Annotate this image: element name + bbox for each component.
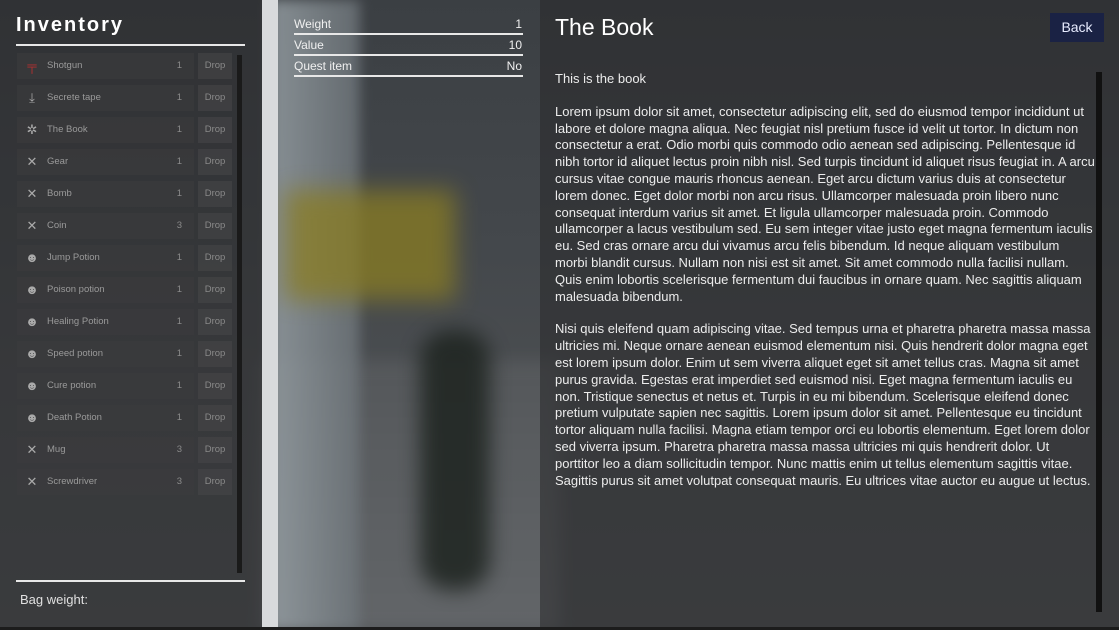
item-quantity: 1 <box>176 284 182 295</box>
inventory-item[interactable] <box>16 373 236 399</box>
inventory-item[interactable] <box>16 341 236 367</box>
drop-button[interactable]: Drop <box>198 437 232 463</box>
item-quantity: 1 <box>176 92 182 103</box>
close-icon: ✕ <box>26 442 38 457</box>
inventory-item[interactable] <box>16 85 236 111</box>
inventory-item[interactable] <box>16 469 236 495</box>
inventory-item[interactable] <box>16 213 236 239</box>
close-icon: ✕ <box>26 474 38 489</box>
item-name: Shotgun <box>47 60 83 71</box>
item-quantity: 1 <box>176 156 182 167</box>
potion-icon: ☻ <box>25 410 39 425</box>
drop-button[interactable]: Drop <box>198 309 232 335</box>
stat-row <box>294 35 523 56</box>
item-name: Gear <box>47 156 69 167</box>
inventory-item[interactable] <box>16 149 236 175</box>
item-name: Death Potion <box>47 412 102 423</box>
description-scrollbar[interactable] <box>1096 72 1102 612</box>
item-quantity: 1 <box>176 188 182 199</box>
inventory-item[interactable] <box>16 181 236 207</box>
inventory-item[interactable] <box>16 245 236 271</box>
stat-row <box>294 56 523 77</box>
drop-button[interactable]: Drop <box>198 341 232 367</box>
inventory-item[interactable] <box>16 309 236 335</box>
drop-button[interactable]: Drop <box>198 469 232 495</box>
sparkle-icon: ✲ <box>26 122 38 137</box>
item-quantity: 3 <box>176 220 182 231</box>
scene-wall <box>270 0 360 630</box>
shotgun-icon: ╤ <box>27 58 37 73</box>
drop-button[interactable]: Drop <box>198 277 232 303</box>
inventory-item[interactable] <box>16 53 236 79</box>
item-name: Coin <box>47 220 67 231</box>
inventory-title-divider <box>16 44 245 46</box>
item-name: Screwdriver <box>47 476 98 487</box>
item-name: Cure potion <box>47 380 97 391</box>
item-name: Secrete tape <box>47 92 101 103</box>
inventory-title: Inventory <box>16 14 125 36</box>
item-quantity: 1 <box>176 316 182 327</box>
download-icon: ⤓ <box>29 90 35 105</box>
description-paragraph: Nisi quis eleifend quam adipiscing vitae. Sed tempus urna et pharetra pharetra massa massa ultricies mi. Neque ornare aenean euismod elementum nisi. Quis hendrerit dolor magna eget est lorem ipsum dolor. Enim ut sem viverra aliquet eget sit amet tellus cras. Magna sit amet purus gravida. Egestas erat imperdiet sed euismod nisi. Eget magna fermentum iaculis eu non. Tristique senectus et netus et. Turpis in eu mi bibendum. Scelerisque eleifend donec pretium vulputate sapien nec sagittis. Lorem ipsum dolor sit amet. Pellentesque eu tincidunt tortor aliquam nulla facilisi. Magna etiam tempor orci eu lobortis elementum. Eget lorem dolor sed viverra ipsum. Pharetra pharetra massa massa ultricies mi quis hendrerit dolor. Ut porttitor leo a diam sollicitudin tempor. Nunc mattis enim ut tellus elementum sagittis vitae. Sagittis purus sit amet volutpat consequat mauris. Eu ultrices vitae auctor eu augue ut lectus. <box>555 321 1091 488</box>
drop-button[interactable]: Drop <box>198 149 232 175</box>
item-name: Bomb <box>47 188 72 199</box>
item-title: The Book <box>555 14 654 40</box>
stat-value: 10 <box>508 38 522 52</box>
item-name: The Book <box>47 124 88 135</box>
item-quantity: 3 <box>176 444 182 455</box>
scene-light-strip <box>262 0 278 630</box>
stat-label: Weight <box>294 17 332 31</box>
item-quantity: 1 <box>176 124 182 135</box>
item-quantity: 1 <box>176 348 182 359</box>
item-name: Mug <box>47 444 66 455</box>
item-quantity: 1 <box>176 380 182 391</box>
stat-value: No <box>506 59 522 73</box>
drop-button[interactable]: Drop <box>198 181 232 207</box>
scene-yellow-object <box>285 190 455 300</box>
back-button[interactable]: Back <box>1050 13 1104 42</box>
stat-row <box>294 14 523 35</box>
bag-weight-divider <box>16 580 245 582</box>
inventory-item[interactable] <box>16 437 236 463</box>
potion-icon: ☻ <box>25 314 39 329</box>
item-quantity: 1 <box>176 252 182 263</box>
inventory-item[interactable] <box>16 117 236 143</box>
item-name: Jump Potion <box>47 252 100 263</box>
drop-button[interactable]: Drop <box>198 373 232 399</box>
stat-label: Value <box>294 38 324 52</box>
inventory-item[interactable] <box>16 405 236 431</box>
description-paragraph: This is the book <box>555 71 647 86</box>
drop-button[interactable]: Drop <box>198 213 232 239</box>
inventory-panel <box>0 0 262 630</box>
drop-button[interactable]: Drop <box>198 405 232 431</box>
drop-button[interactable]: Drop <box>198 53 232 79</box>
drop-button[interactable]: Drop <box>198 85 232 111</box>
stat-label: Quest item <box>294 59 353 73</box>
item-name: Speed potion <box>47 348 103 359</box>
inventory-item[interactable] <box>16 277 236 303</box>
item-name: Poison potion <box>47 284 105 295</box>
item-name: Healing Potion <box>47 316 109 327</box>
close-icon: ✕ <box>26 218 38 233</box>
item-quantity: 1 <box>176 412 182 423</box>
potion-icon: ☻ <box>25 378 39 393</box>
inventory-scrollbar[interactable] <box>237 55 242 573</box>
potion-icon: ☻ <box>25 282 39 297</box>
drop-button[interactable]: Drop <box>198 117 232 143</box>
drop-button[interactable]: Drop <box>198 245 232 271</box>
close-icon: ✕ <box>26 186 38 201</box>
potion-icon: ☻ <box>25 346 39 361</box>
inventory-item-list <box>16 53 236 501</box>
stat-value: 1 <box>515 17 522 31</box>
item-stats <box>294 14 523 77</box>
potion-icon: ☻ <box>25 250 39 265</box>
item-quantity: 3 <box>176 476 182 487</box>
description-paragraph: Lorem ipsum dolor sit amet, consectetur adipiscing elit, sed do eiusmod tempor incididunt ut labore et dolore magna aliqua. Nec feugiat nisl pretium fusce id velit ut tortor. In dictum non consectetur a erat. Odio morbi quis commodo odio aenean sed adipiscing. Pellentesque id nibh tortor id aliquet lectus proin nibh nisl. Sed turpis tincidunt id aliquet risus feugiat in. A arcu cursus vitae congue mauris rhoncus aenean. Eget arcu dictum varius duis at consectetur lorem donec. Eget dolor morbi non arcu risus. Ullamcorper malesuada proin libero nunc consequat interdum varius sit amet. Et ligula ullamcorper malesuada proin. Commodo ullamcorper a lacus vestibulum sed. Eu sem integer vitae justo eget magna fermentum iaculis eu. Sed cras ornare arcu dui vivamus arcu felis bibendum. Id neque aliquam vestibulum morbi blandit cursus. Nullam non nisi est sit amet. Sit amet commodo nulla facilisi nullam. Quis enim lobortis scelerisque fermentum dui faucibus in ornare quam. Nec sagittis aliquam malesuada bibendum. <box>555 103 1095 304</box>
bag-weight-label: Bag weight: <box>20 592 88 607</box>
item-quantity: 1 <box>176 60 182 71</box>
close-icon: ✕ <box>26 154 38 169</box>
item-description <box>555 71 1095 505</box>
scene-character <box>420 330 490 590</box>
